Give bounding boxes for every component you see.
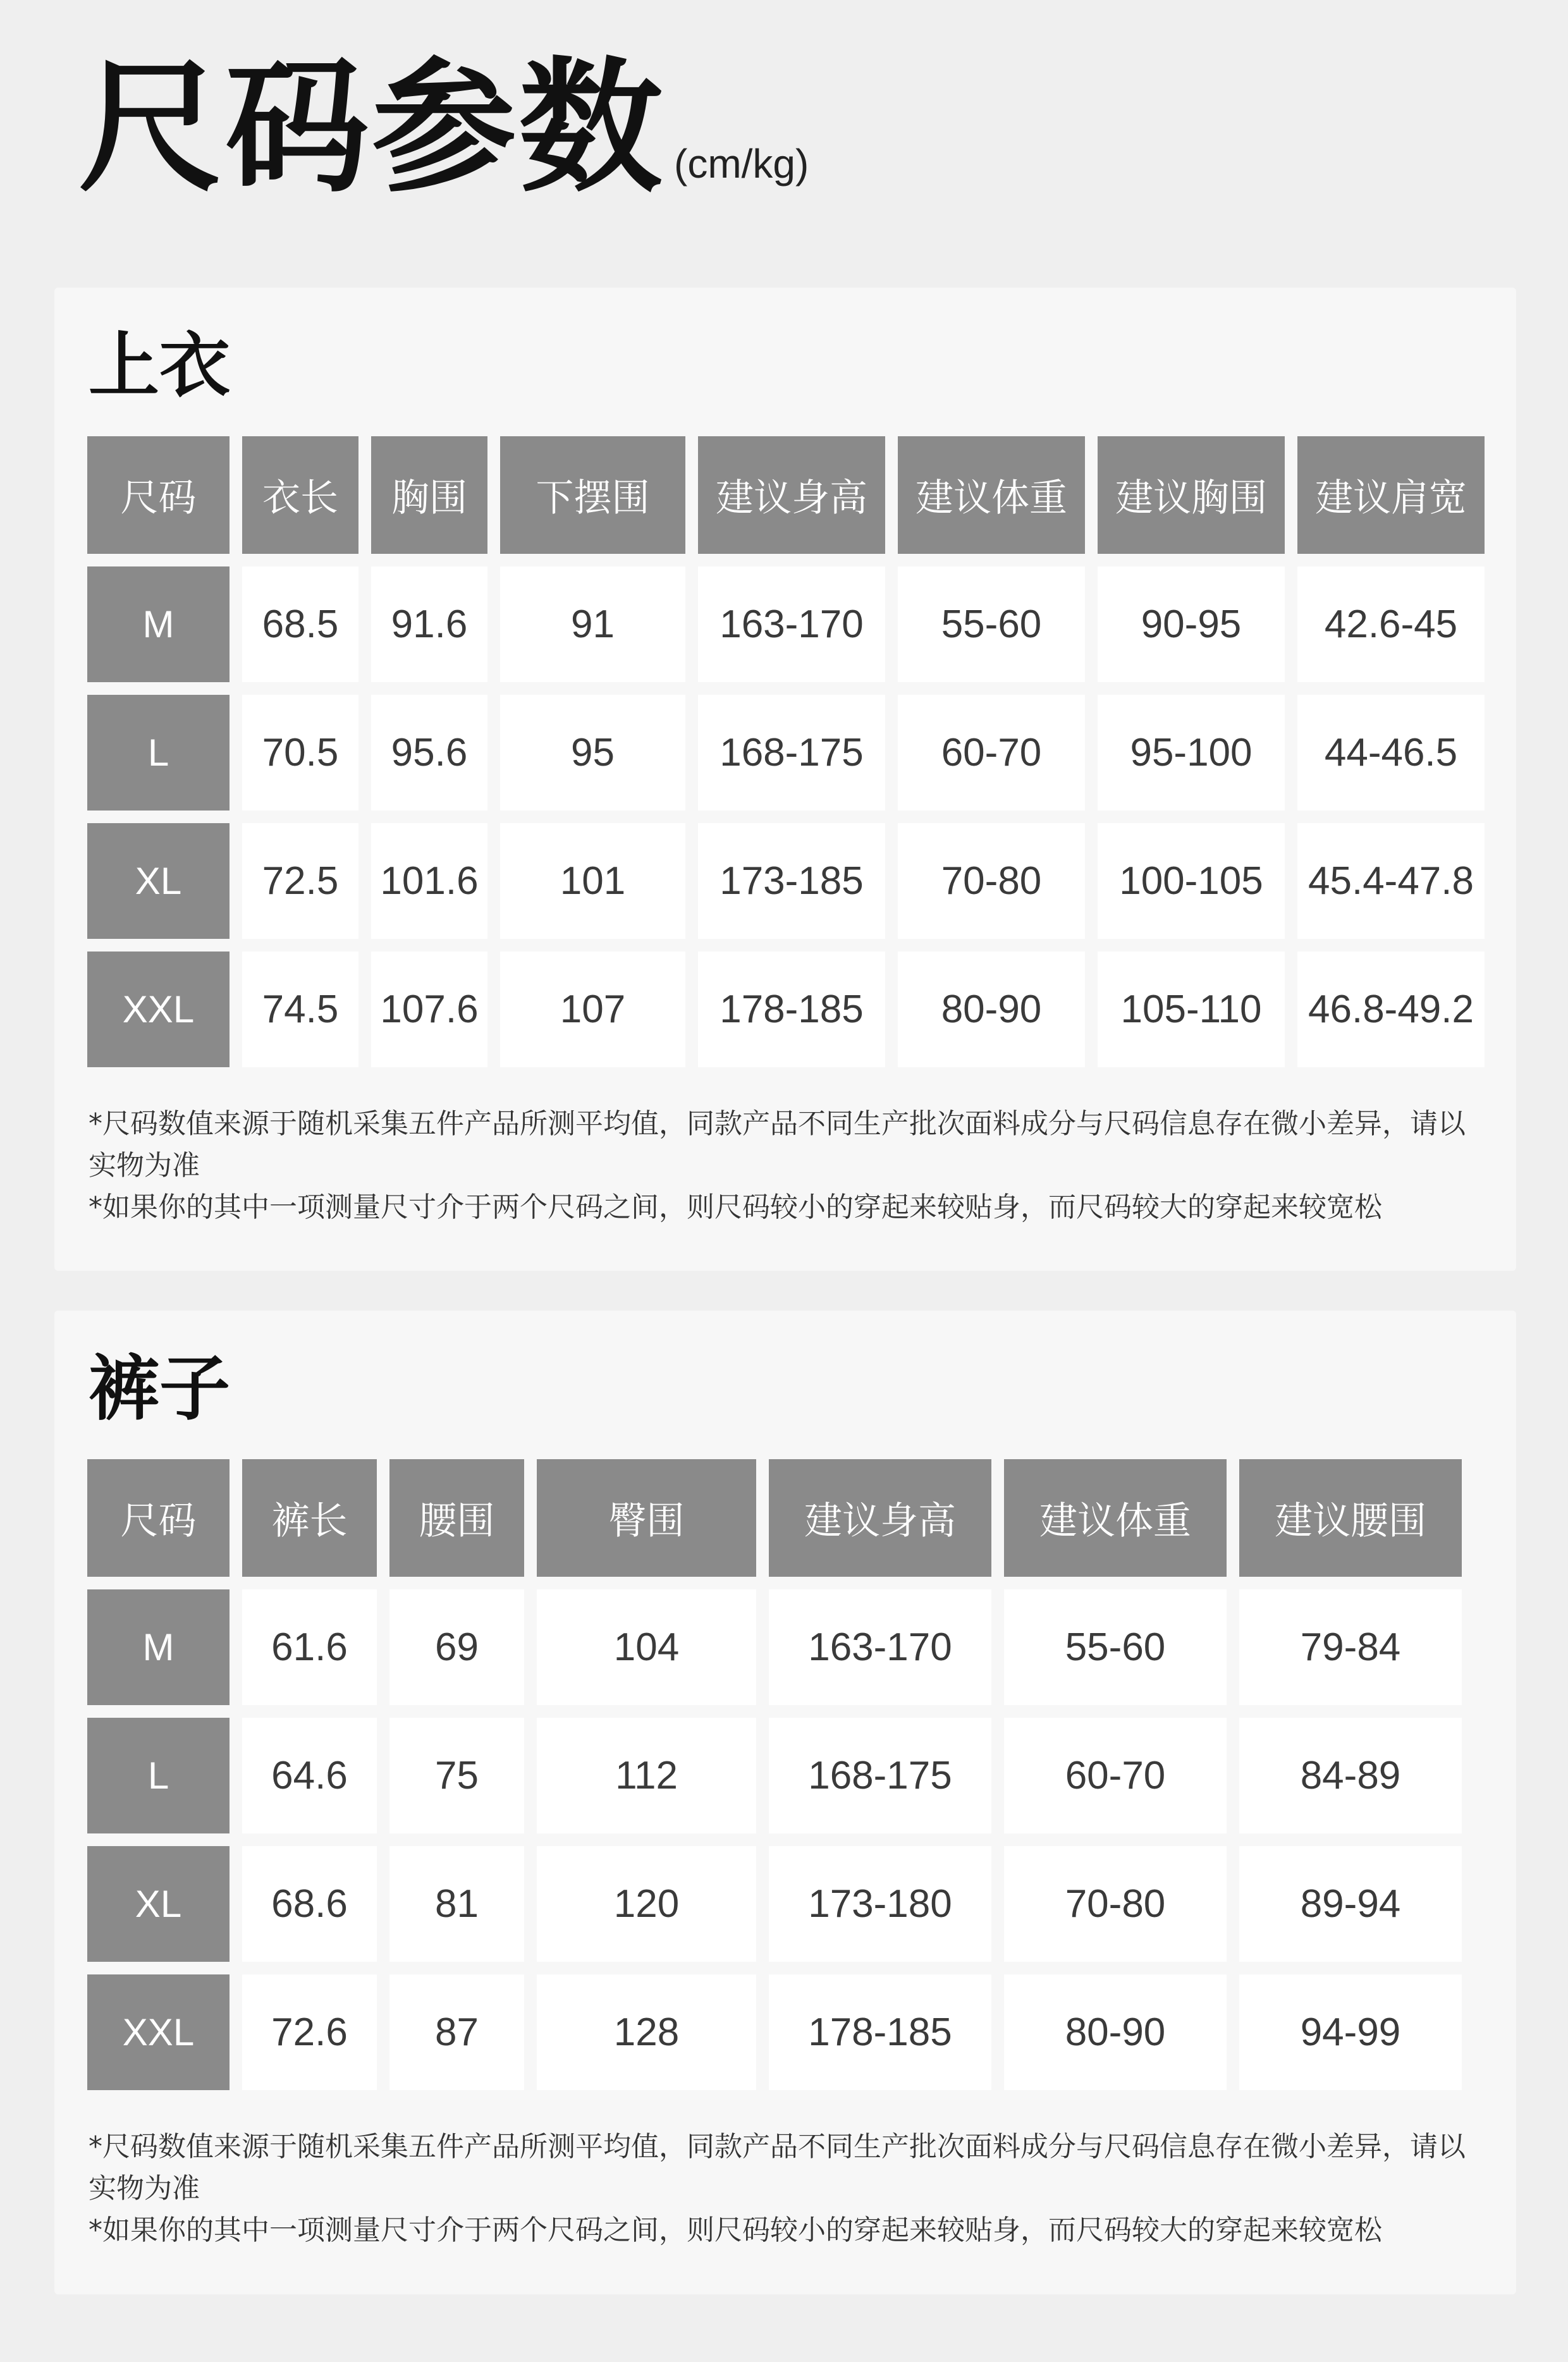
table-row <box>87 952 1485 1067</box>
size-label-cell: XXL <box>87 1974 230 2090</box>
table-cell: 94-99 <box>1239 1974 1462 2090</box>
tops-header-row <box>87 436 1485 554</box>
table-cell: 81 <box>389 1846 524 1962</box>
tops-note-2: *如果你的其中一项测量尺寸介于两个尺码之间，则尺码较小的穿起来较贴身，而尺码较大的穿起来较宽松 <box>89 1191 1382 1223</box>
table-cell: 87 <box>389 1974 524 2090</box>
pants-header-cell: 裤长 <box>242 1459 377 1577</box>
pants-header-cell: 尺码 <box>87 1459 230 1577</box>
pants-note-2: *如果你的其中一项测量尺寸介于两个尺码之间，则尺码较小的穿起来较贴身，而尺码较大的穿起来较宽松 <box>89 2214 1382 2246</box>
pants-header-cell: 建议身高 <box>769 1459 991 1577</box>
table-cell: 101 <box>500 823 685 939</box>
table-cell: 70-80 <box>898 823 1085 939</box>
table-cell: 69 <box>389 1589 524 1705</box>
page-title <box>78 44 809 212</box>
table-cell: 70.5 <box>242 695 358 811</box>
page-title-text: 尺码参数 <box>78 44 665 212</box>
table-cell: 178-185 <box>698 952 885 1067</box>
table-cell: 95-100 <box>1098 695 1285 811</box>
tops-header-cell: 下摆围 <box>500 436 685 554</box>
table-cell: 163-170 <box>769 1589 991 1705</box>
pants-header-cell: 臀围 <box>537 1459 756 1577</box>
table-cell: 79-84 <box>1239 1589 1462 1705</box>
tops-section-title: 上衣 <box>89 325 230 407</box>
page-title-unit: (cm/kg) <box>674 141 809 187</box>
table-cell: 75 <box>389 1718 524 1833</box>
table-cell: 70-80 <box>1004 1846 1227 1962</box>
pants-header-cell: 建议体重 <box>1004 1459 1227 1577</box>
tops-header-cell: 建议身高 <box>698 436 885 554</box>
table-row <box>87 1589 1462 1705</box>
table-cell: 89-94 <box>1239 1846 1462 1962</box>
table-cell: 104 <box>537 1589 756 1705</box>
table-cell: 128 <box>537 1974 756 2090</box>
pants-size-table <box>75 1447 1474 2103</box>
table-cell: 107.6 <box>371 952 487 1067</box>
table-cell: 74.5 <box>242 952 358 1067</box>
table-cell: 80-90 <box>898 952 1085 1067</box>
size-label-cell: M <box>87 1589 230 1705</box>
table-cell: 61.6 <box>242 1589 377 1705</box>
table-cell: 107 <box>500 952 685 1067</box>
table-cell: 173-180 <box>769 1846 991 1962</box>
table-row <box>87 695 1485 811</box>
tops-header-cell: 建议体重 <box>898 436 1085 554</box>
table-cell: 120 <box>537 1846 756 1962</box>
table-cell: 46.8-49.2 <box>1297 952 1485 1067</box>
table-cell: 84-89 <box>1239 1718 1462 1833</box>
table-cell: 60-70 <box>1004 1718 1227 1833</box>
table-cell: 90-95 <box>1098 566 1285 682</box>
table-row <box>87 823 1485 939</box>
pants-section-title: 裤子 <box>89 1348 230 1430</box>
table-cell: 68.5 <box>242 566 358 682</box>
table-cell: 105-110 <box>1098 952 1285 1067</box>
pants-notes <box>89 2126 1486 2251</box>
table-cell: 45.4-47.8 <box>1297 823 1485 939</box>
size-label-cell: L <box>87 1718 230 1833</box>
size-label-cell: L <box>87 695 230 811</box>
table-cell: 64.6 <box>242 1718 377 1833</box>
table-cell: 168-175 <box>698 695 885 811</box>
pants-header-row <box>87 1459 1462 1577</box>
size-label-cell: XXL <box>87 952 230 1067</box>
tops-header-cell: 建议肩宽 <box>1297 436 1485 554</box>
tops-header-cell: 建议胸围 <box>1098 436 1285 554</box>
table-cell: 101.6 <box>371 823 487 939</box>
table-cell: 95.6 <box>371 695 487 811</box>
table-cell: 91 <box>500 566 685 682</box>
pants-note-1: *尺码数值来源于随机采集五件产品所测平均值，同款产品不同生产批次面料成分与尺码信息存在微小差异，请以实物为准 <box>89 2131 1466 2205</box>
table-cell: 42.6-45 <box>1297 566 1485 682</box>
size-label-cell: XL <box>87 1846 230 1962</box>
tops-header-cell: 尺码 <box>87 436 230 554</box>
table-cell: 173-185 <box>698 823 885 939</box>
table-cell: 100-105 <box>1098 823 1285 939</box>
tops-notes <box>89 1103 1486 1228</box>
tops-size-card <box>54 288 1516 1271</box>
table-cell: 168-175 <box>769 1718 991 1833</box>
tops-header-cell: 衣长 <box>242 436 358 554</box>
table-cell: 80-90 <box>1004 1974 1227 2090</box>
table-row <box>87 1718 1462 1833</box>
table-row <box>87 566 1485 682</box>
pants-size-card <box>54 1311 1516 2294</box>
table-cell: 112 <box>537 1718 756 1833</box>
table-cell: 55-60 <box>1004 1589 1227 1705</box>
table-cell: 60-70 <box>898 695 1085 811</box>
tops-header-cell: 胸围 <box>371 436 487 554</box>
table-cell: 91.6 <box>371 566 487 682</box>
table-row <box>87 1846 1462 1962</box>
tops-size-table <box>75 424 1497 1080</box>
table-cell: 44-46.5 <box>1297 695 1485 811</box>
table-cell: 55-60 <box>898 566 1085 682</box>
size-label-cell: XL <box>87 823 230 939</box>
table-cell: 68.6 <box>242 1846 377 1962</box>
size-label-cell: M <box>87 566 230 682</box>
pants-header-cell: 建议腰围 <box>1239 1459 1462 1577</box>
table-row <box>87 1974 1462 2090</box>
pants-header-cell: 腰围 <box>389 1459 524 1577</box>
table-cell: 178-185 <box>769 1974 991 2090</box>
table-cell: 72.6 <box>242 1974 377 2090</box>
table-cell: 95 <box>500 695 685 811</box>
table-cell: 72.5 <box>242 823 358 939</box>
tops-note-1: *尺码数值来源于随机采集五件产品所测平均值，同款产品不同生产批次面料成分与尺码信息存在微小差异，请以实物为准 <box>89 1108 1466 1182</box>
table-cell: 163-170 <box>698 566 885 682</box>
